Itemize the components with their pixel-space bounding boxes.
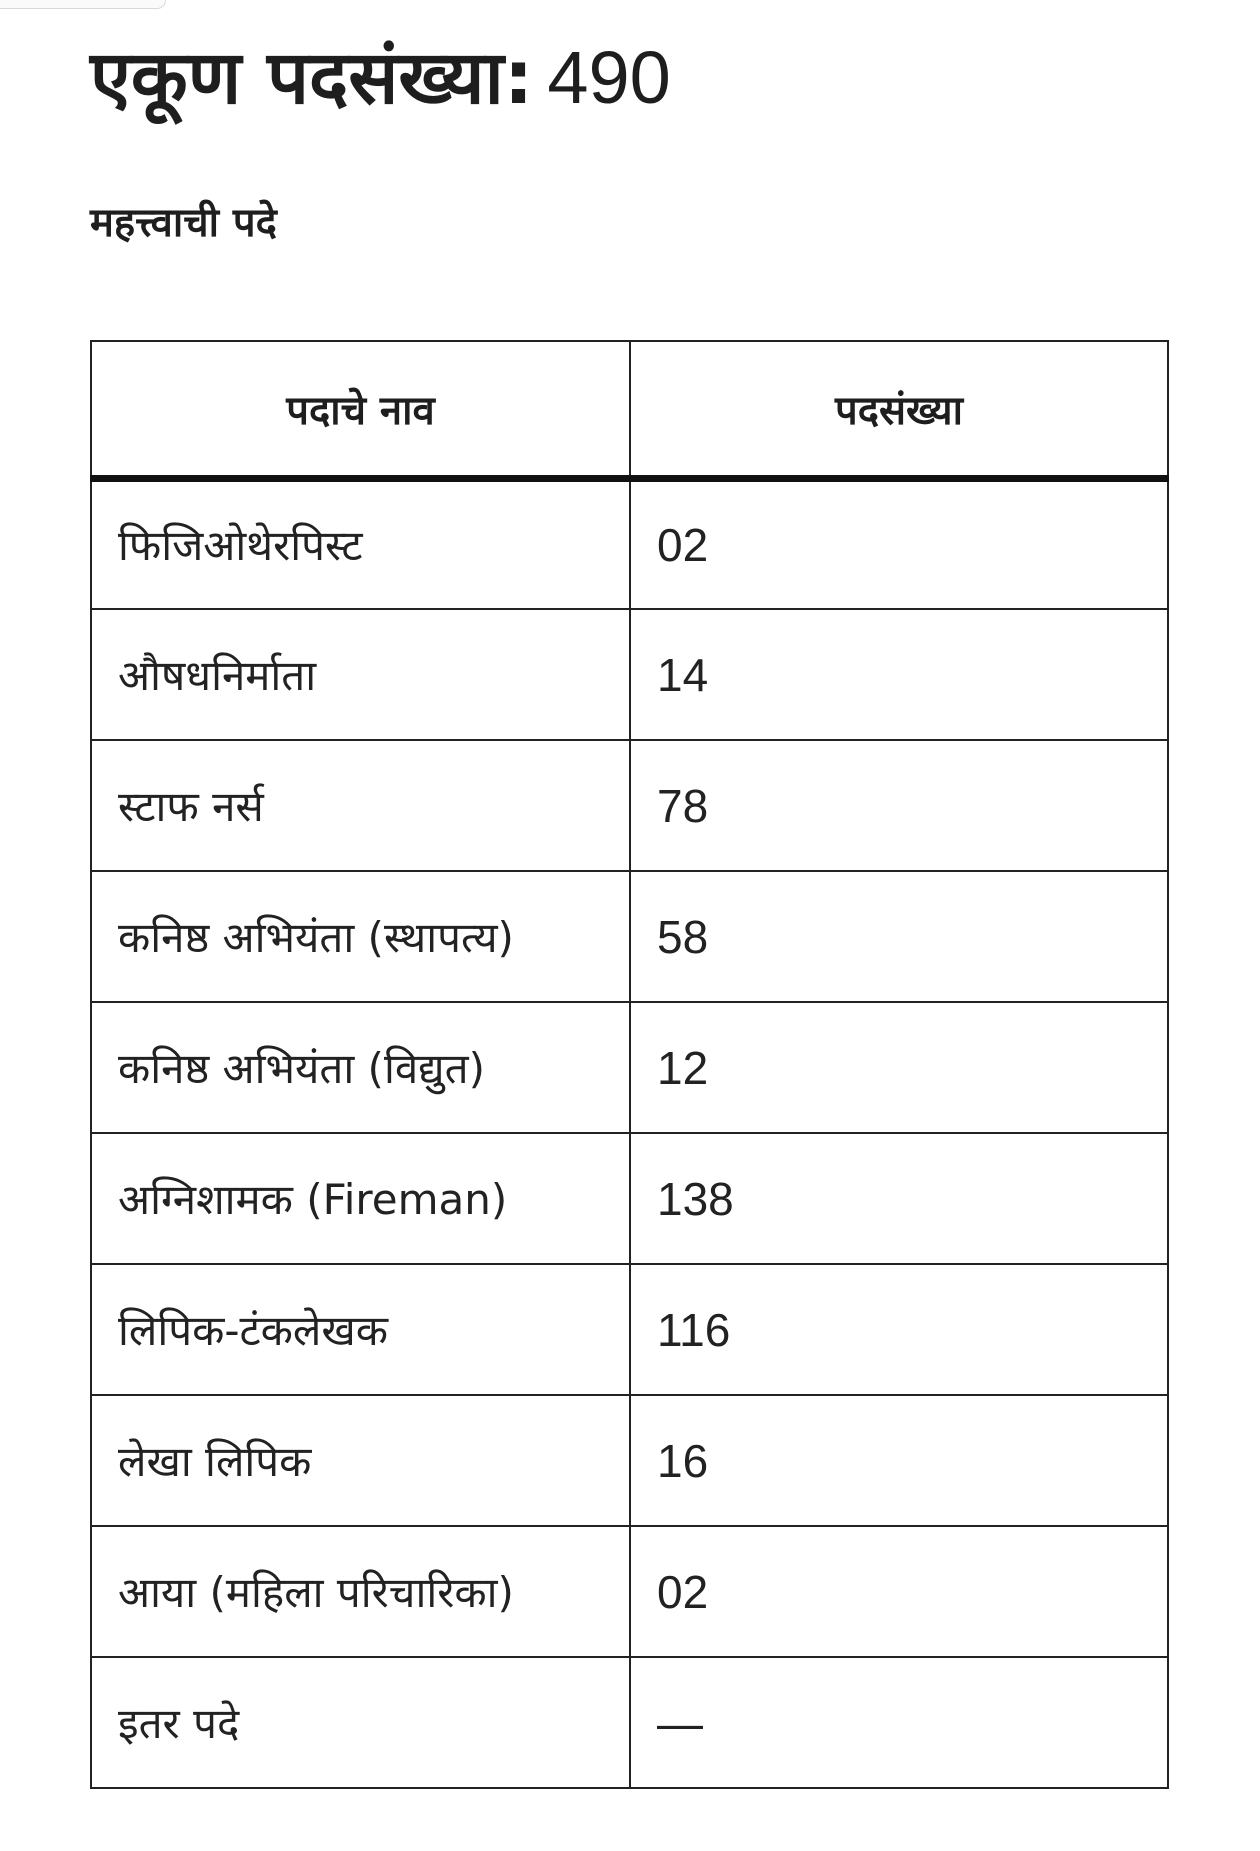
table-header [91, 341, 1168, 478]
post-name-cell: इतर पदे [91, 1657, 630, 1788]
table-row [91, 609, 1168, 740]
post-count-cell: 14 [630, 609, 1168, 740]
total-posts-label: एकूण पदसंख्या [90, 35, 504, 121]
post-name-cell: आया (महिला परिचारिका) [91, 1526, 630, 1657]
post-name-cell: कनिष्ठ अभियंता (विद्युत) [91, 1002, 630, 1133]
post-count-cell: 78 [630, 740, 1168, 871]
page-title [90, 18, 671, 138]
total-posts-count: 490 [547, 36, 671, 119]
table-header-row [91, 341, 1168, 478]
title-separator: : [503, 35, 534, 121]
column-header-post-count: पदसंख्या [630, 341, 1168, 478]
post-name-cell: कनिष्ठ अभियंता (स्थापत्य) [91, 871, 630, 1002]
top-edge-decoration [0, 0, 166, 9]
table-row [91, 478, 1168, 609]
post-count-cell: 138 [630, 1133, 1168, 1264]
section-heading: महत्त्वाची पदे [90, 200, 277, 246]
post-count-cell: 02 [630, 1526, 1168, 1657]
post-name-cell: लिपिक-टंकलेखक [91, 1264, 630, 1395]
post-name-cell: औषधनिर्माता [91, 609, 630, 740]
table-row [91, 1002, 1168, 1133]
table-row [91, 1526, 1168, 1657]
column-header-post-name: पदाचे नाव [91, 341, 630, 478]
post-name-cell: लेखा लिपिक [91, 1395, 630, 1526]
posts-table [90, 340, 1169, 1789]
post-name-cell: अग्निशामक (Fireman) [91, 1133, 630, 1264]
table-row [91, 740, 1168, 871]
post-count-cell: 02 [630, 478, 1168, 609]
table-row [91, 1657, 1168, 1788]
post-count-cell: 116 [630, 1264, 1168, 1395]
post-count-cell: 16 [630, 1395, 1168, 1526]
post-count-cell: 58 [630, 871, 1168, 1002]
post-count-cell: — [630, 1657, 1168, 1788]
table-row [91, 1133, 1168, 1264]
table-row [91, 1395, 1168, 1526]
post-name-cell: फिजिओथेरपिस्ट [91, 478, 630, 609]
post-name-cell: स्टाफ नर्स [91, 740, 630, 871]
table-row [91, 1264, 1168, 1395]
table-row [91, 871, 1168, 1002]
table-body [91, 478, 1168, 1788]
post-count-cell: 12 [630, 1002, 1168, 1133]
